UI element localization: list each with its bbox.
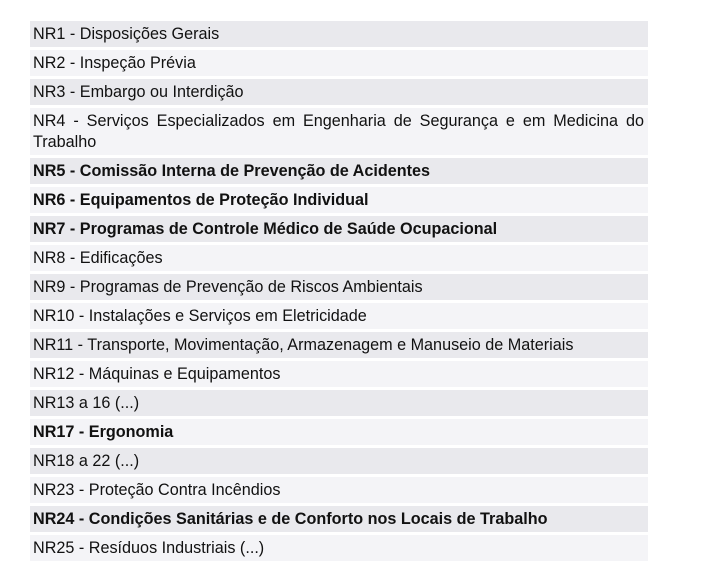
nr-row [30, 418, 648, 447]
nr-row [30, 331, 648, 360]
nr-row [30, 389, 648, 418]
nr-row [30, 107, 648, 157]
nr-row [30, 534, 648, 563]
nr-row [30, 21, 648, 49]
nr-item: NR24 - Condições Sanitárias e de Conforto nos Locais de Trabalho [30, 505, 648, 534]
nr-item: NR10 - Instalações e Serviços em Eletricidade [30, 302, 648, 331]
nr-row [30, 78, 648, 107]
nr-row [30, 157, 648, 186]
nr-row [30, 447, 648, 476]
nr-item: NR3 - Embargo ou Interdição [30, 78, 648, 107]
nr-item: NR11 - Transporte, Movimentação, Armazenagem e Manuseio de Materiais [30, 331, 648, 360]
nr-item: NR2 - Inspeção Prévia [30, 49, 648, 78]
nr-item: NR7 - Programas de Controle Médico de Saúde Ocupacional [30, 215, 648, 244]
nr-row [30, 505, 648, 534]
nr-item: NR4 - Serviços Especializados em Engenharia de Segurança e em Medicina do Trabalho [30, 107, 648, 157]
nr-row [30, 49, 648, 78]
nr-item: NR1 - Disposições Gerais [30, 21, 648, 49]
nr-row [30, 244, 648, 273]
nr-row [30, 302, 648, 331]
nr-row [30, 215, 648, 244]
nr-list-table [30, 21, 648, 564]
nr-list-body [30, 21, 648, 563]
nr-item: NR8 - Edificações [30, 244, 648, 273]
nr-item: NR6 - Equipamentos de Proteção Individual [30, 186, 648, 215]
nr-row [30, 360, 648, 389]
nr-item: NR13 a 16 (...) [30, 389, 648, 418]
nr-item: NR25 - Resíduos Industriais (...) [30, 534, 648, 563]
nr-item: NR12 - Máquinas e Equipamentos [30, 360, 648, 389]
nr-row [30, 476, 648, 505]
nr-item: NR17 - Ergonomia [30, 418, 648, 447]
nr-item: NR23 - Proteção Contra Incêndios [30, 476, 648, 505]
nr-item: NR18 a 22 (...) [30, 447, 648, 476]
nr-row [30, 186, 648, 215]
nr-item: NR5 - Comissão Interna de Prevenção de Acidentes [30, 157, 648, 186]
nr-item: NR9 - Programas de Prevenção de Riscos Ambientais [30, 273, 648, 302]
nr-row [30, 273, 648, 302]
